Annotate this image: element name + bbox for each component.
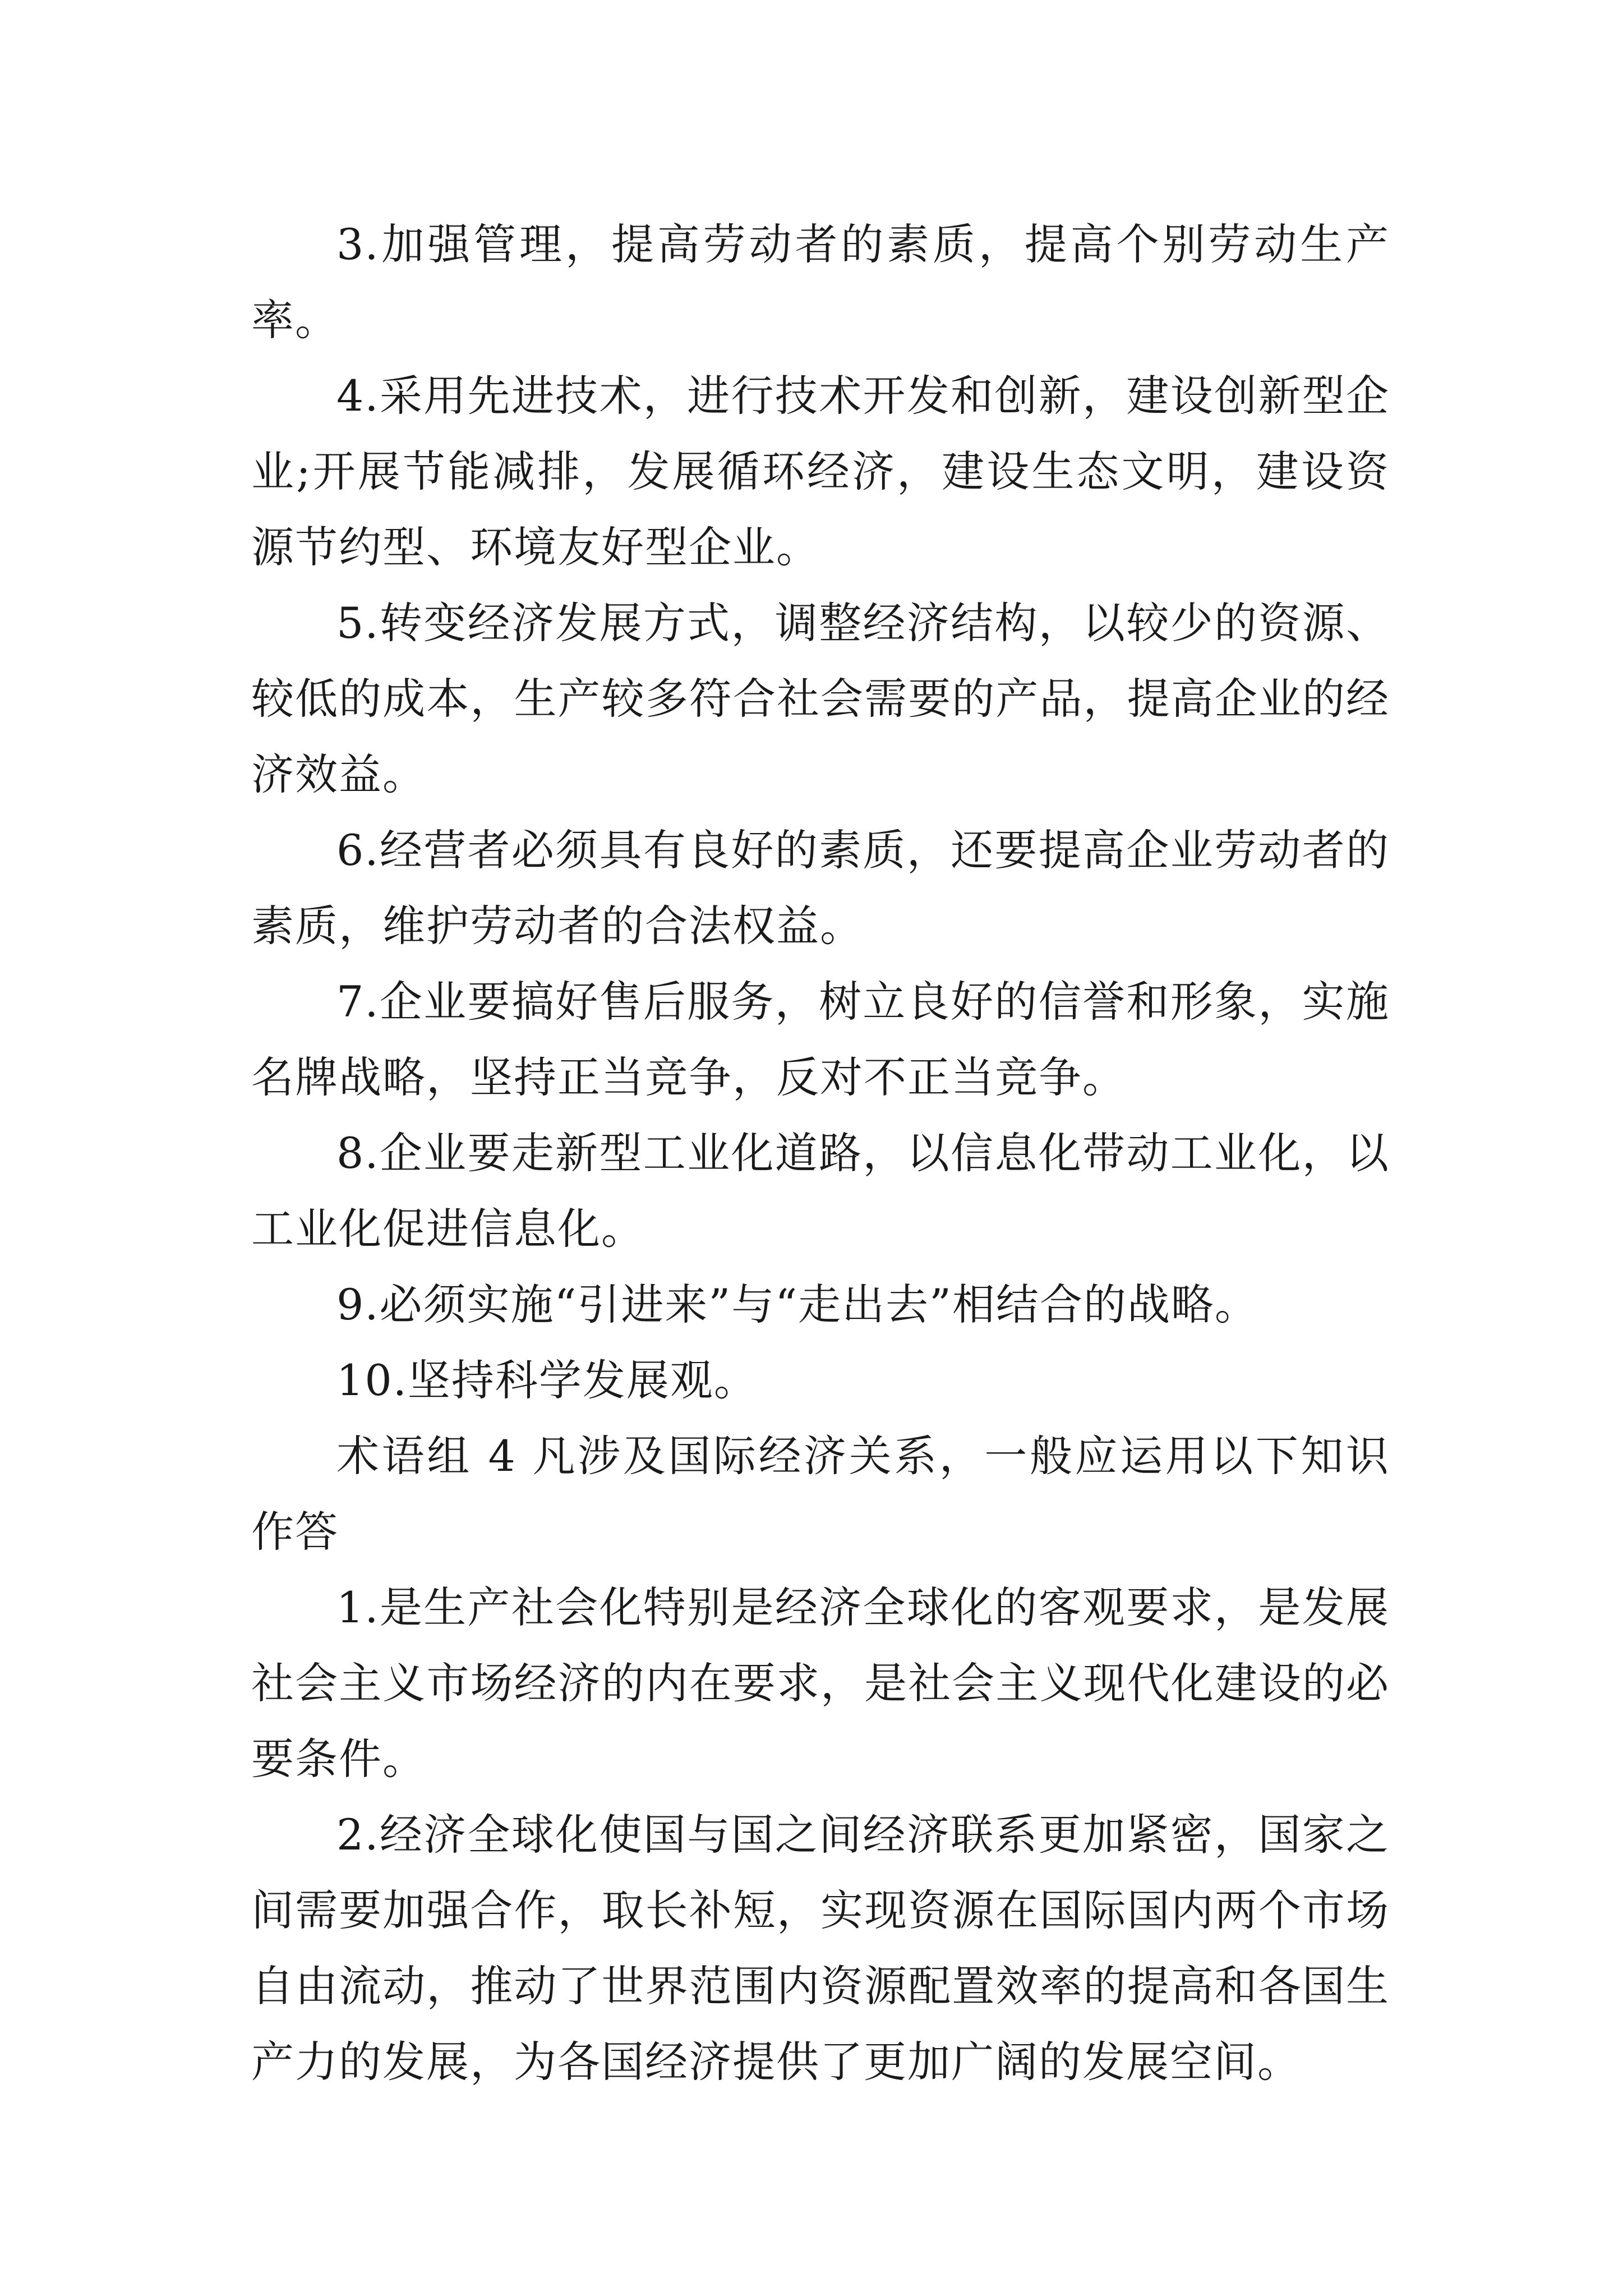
section-heading-term-group-4: 术语组 4 凡涉及国际经济关系，一般应运用以下知识作答	[251, 1431, 1390, 1557]
paragraph-item-9: 9.必须实施“引进来”与“走出去”相结合的战略。	[336, 1280, 1258, 1329]
paragraph-item-6: 6.经营者必须具有良好的素质，还要提高企业劳动者的素质，维护劳动者的合法权益。	[251, 825, 1390, 951]
document-body	[251, 206, 1390, 2100]
paragraph-item-4: 4.采用先进技术，进行技术开发和创新，建设创新型企业;开展节能减排，发展循环经济，建设生态文明，建设资源节约型、环境友好型企业。	[251, 371, 1390, 572]
paragraph-item-7: 7.企业要搞好售后服务，树立良好的信誉和形象，实施名牌战略，坚持正当竞争，反对不正当竞争。	[251, 977, 1390, 1102]
paragraph-item-8: 8.企业要走新型工业化道路，以信息化带动工业化，以工业化促进信息化。	[251, 1128, 1390, 1254]
paragraph-item-3: 3.加强管理，提高劳动者的素质，提高个别劳动生产率。	[251, 219, 1390, 345]
paragraph-item-2: 2.经济全球化使国与国之间经济联系更加紧密，国家之间需要加强合作，取长补短，实现资源在国际国内两个市场自由流动，推动了世界范围内资源配置效率的提高和各国生产力的发展，为各国经济提供了更加广阔的发展空间。	[251, 1810, 1390, 2087]
paragraph-item-5: 5.转变经济发展方式，调整经济结构，以较少的资源、较低的成本，生产较多符合社会需要的产品，提高企业的经济效益。	[251, 598, 1390, 799]
paragraph-item-1: 1.是生产社会化特别是经济全球化的客观要求，是发展社会主义市场经济的内在要求，是社会主义现代化建设的必要条件。	[251, 1582, 1390, 1784]
paragraph-item-10: 10.坚持科学发展观。	[336, 1355, 758, 1405]
